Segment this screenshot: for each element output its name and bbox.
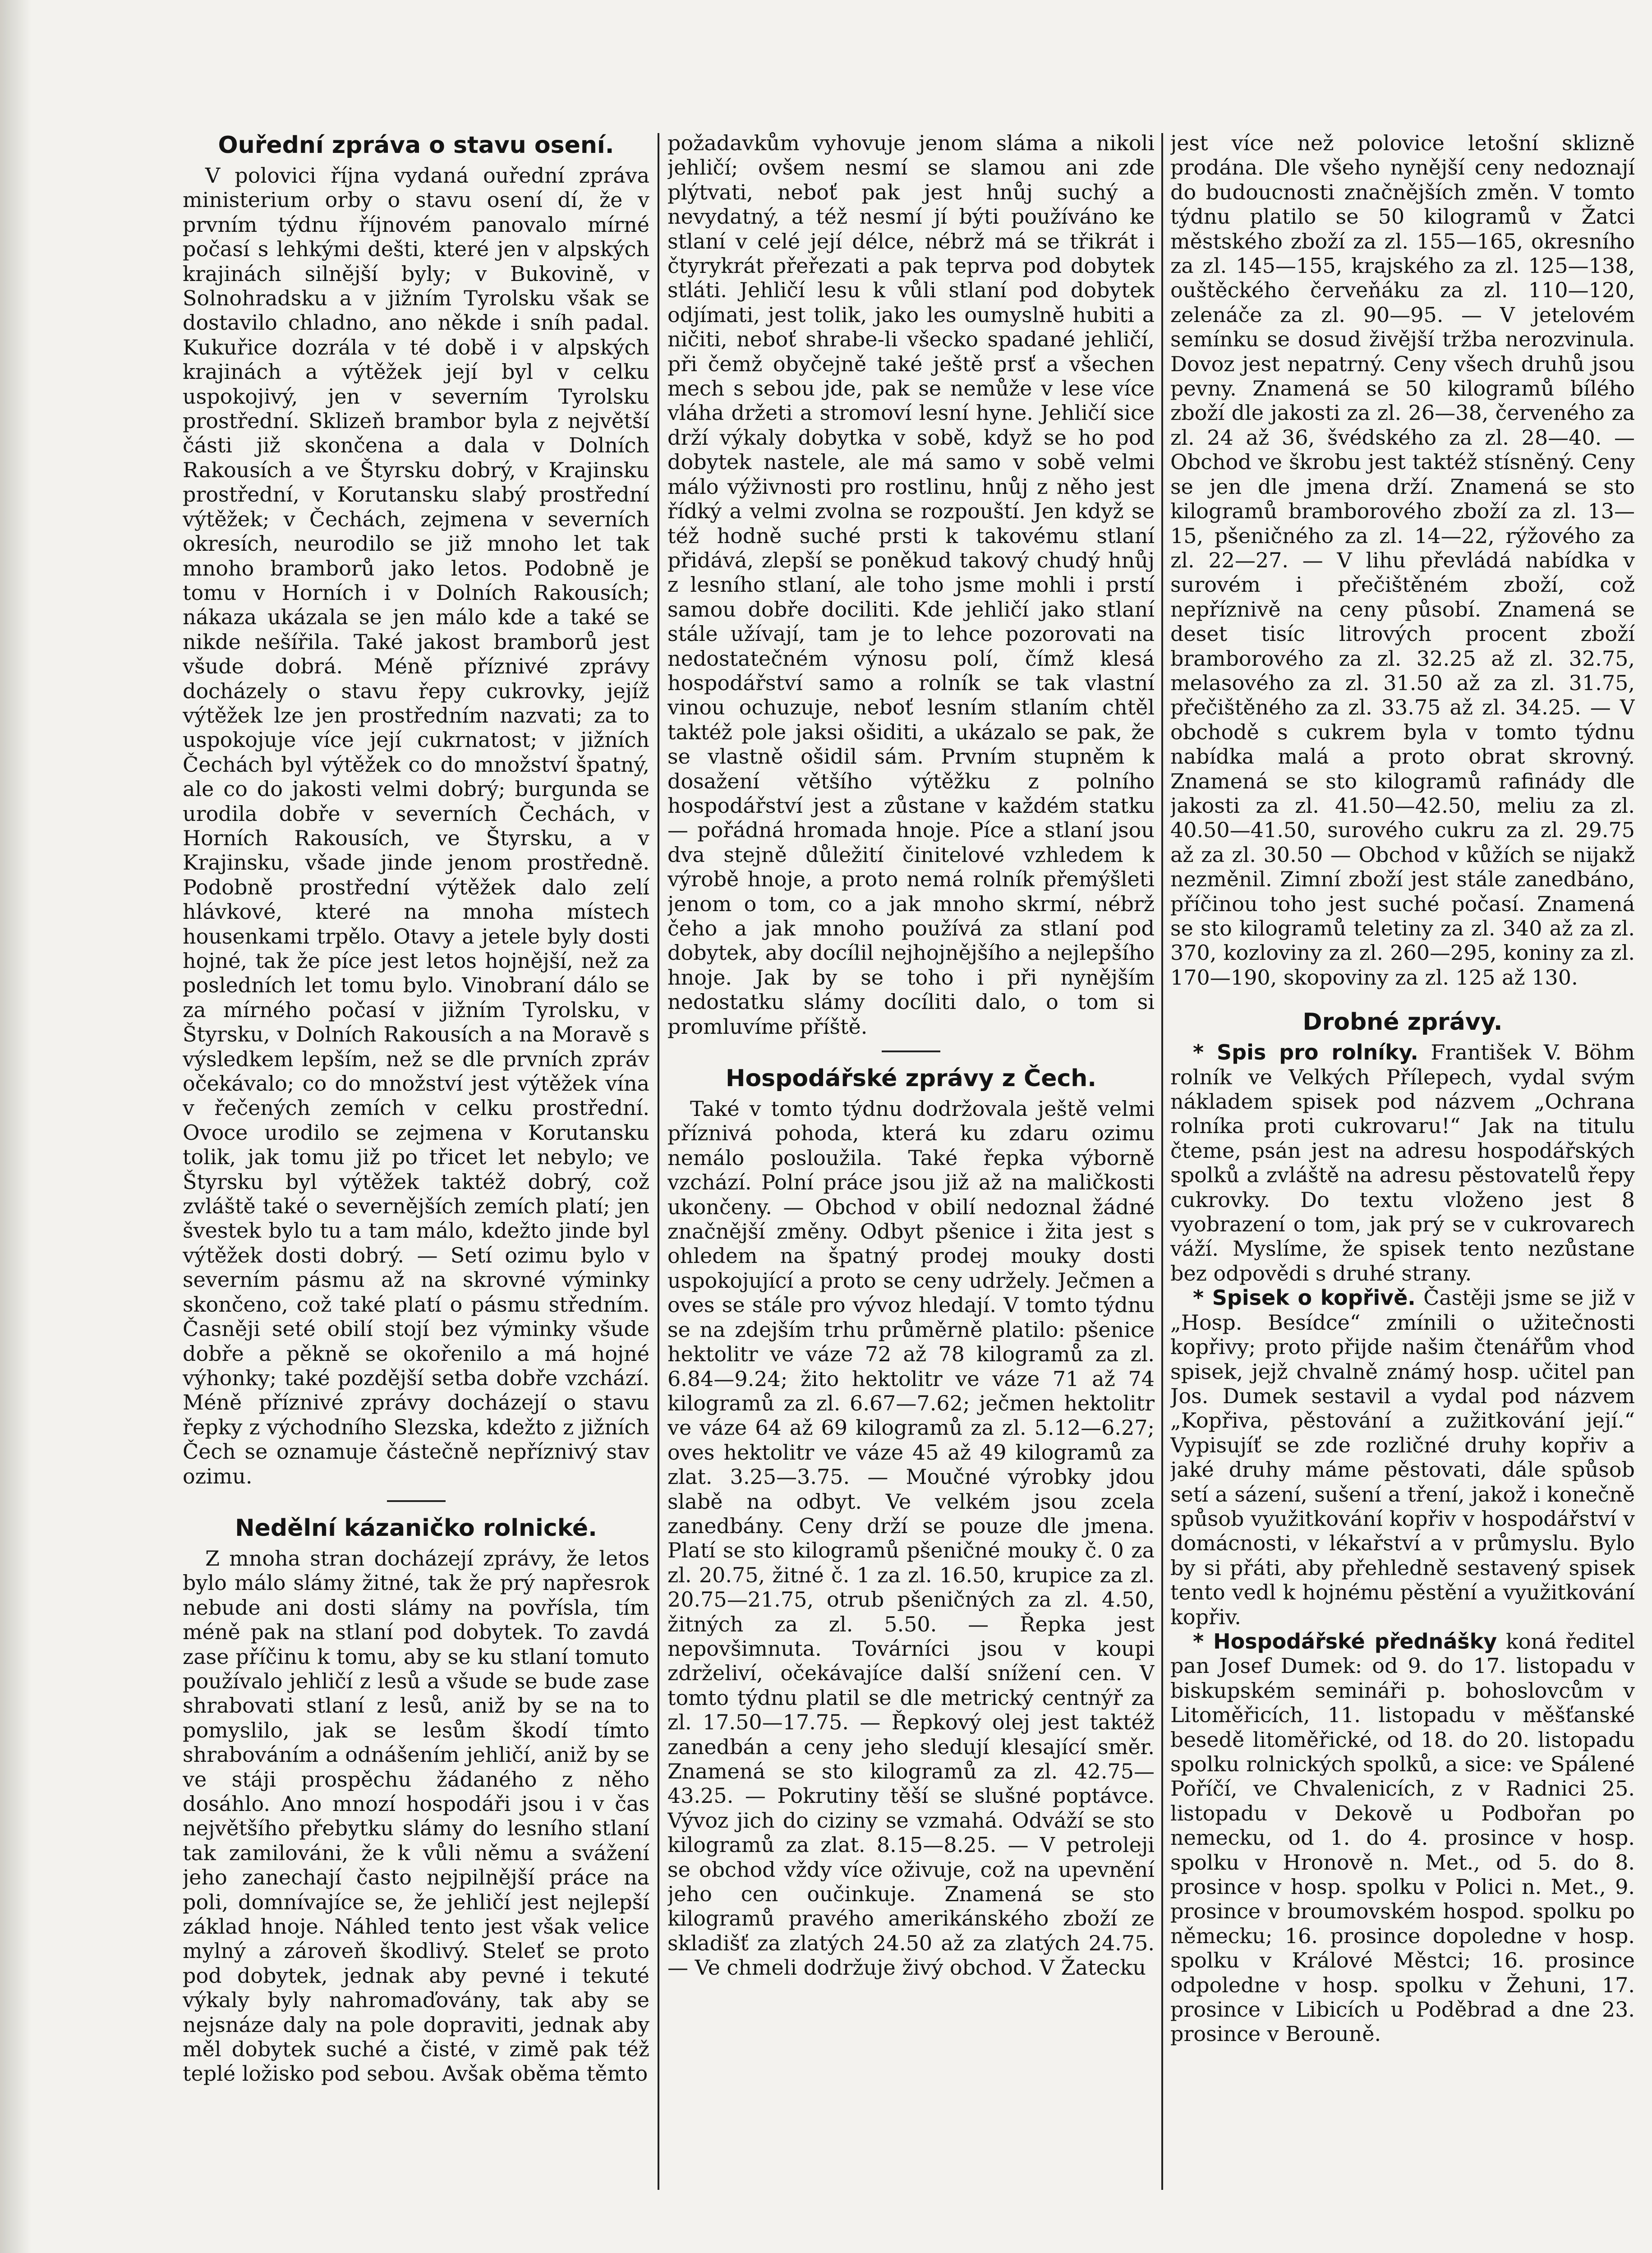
article-economic-news-continued: jest více než polovice letošní sklizně prodána. Dle všeho nynější ceny nedoznají do budoucnosti značnějších změn. V tomto týdnu platilo se 50 kilogramů v Žatci městského zboží za zl. 155—165, okresního za zl. 145—155, krajského za zl. 125—138, ouštěckého červeňáku za zl. 110—120, zelenáče za zl. 90—95. — V jetelovém semínku se dosud živější tržba nerozvinula. Dovoz jest nepatrný. Ceny všech druhů jsou pevny. Znamená se 50 kilogramů bílého zboží dle jakosti za zl. 26—38, červeného za zl. 24 až 36, švédského za zl. 28—40. — Obchod ve škrobu jest taktéž stísněný. Ceny se jen dle jmena drží. Znamená se sto kilogramů bramborového zboží za zl. 13—15, pšeničného za zl. 14—22, rýžového za zl. 22—27. — V lihu převládá nabídka v surovém i přečištěném zboží, což nepříznivě na ceny působí. Znamená se deset tisíc litrových procent zboží bramborového za zl. 32.25 až zl. 32.75, melasového za zl. 31.50 až za zl. 31.75, přečištěného za zl. 33.75 až zl. 34.25. — V obchodě s cukrem byla v tomto týdnu nabídka malá a proto obrat skrovný. Znamená se sto kilogramů rafinády dle jakosti za zl. 41.50—42.50, meliu za zl. 40.50—41.50, surového cukru za zl. 29.75 až za zl. 30.50 — Obchod v kůžích se nijakž nezměnil. Zimní zboží jest stále zanedbáno, příčinou toho jest suché počasí. Znamená se sto kilogramů teletiny za zl. 340 až za zl. 370, kozloviny za zl. 260—295, koniny za zl. 170—190, skopoviny za zl. 125 až 130.: [1170, 131, 1635, 990]
column-3: [1170, 131, 1635, 2197]
article-sunday-sermon-continued: požadavkům vyhovuje jenom sláma a nikoli jehličí; ovšem nesmí se slamou ani zde plýtvati, neboť pak jest hnůj suchý a nevydatný, a též nesmí jí býti používáno ke stlaní v celé její délce, nébrž má se třikrát i čtyrykrát přeřezati a pak teprva pod dobytek stláti. Jehličí lesu k vůli stlaní pod dobytek odjímati, jest tolik, jako les oumyslně hubiti a ničiti, neboť shrabe-li všecko spadané jehličí, při čemž obyčejně také ještě prsť a všechen mech s sebou jde, pak se nemůže v lese více vláha držeti a stromoví lesní hyne. Jehličí sice drží výkaly dobytka v sobě, když se ho pod dobytek nastele, ale má samo v sobě velmi málo výživnosti pro rostlinu, hnůj z něho jest řídký a velmi zvolna se rozpouští. Jen když se též hodně suché prsti k takovému stlaní přidává, zlepší se poněkud takový chudý hnůj z lesního stlaní, ale toho jsme mohli i prstí samou dobře dociliti. Kde jehličí jako stlaní stále užívají, tam je to lehce pozorovati na nedostatečném výnosu polí, čímž klesá hospodářství samo a rolník se tak vlastní vinou ochuzuje, neboť lesním stlaním chtěl taktéž pole jaksi ošiditi, a ukázalo se pak, že se vlastně ošidil sám. Prvním stupněm k dosažení většího výtěžku z polního hospodářství jest a zůstane v každém statku — pořádná hromada hnoje. Píce a stlaní jsou dva stejně důležití činitelové vzhledem k výrobě hnoje, a proto nemá rolník přemýšleti jenom o tom, co a jak mnoho skrmí, nébrž čeho a jak mnoho používá za stlaní pod dobytek, aby docílil nejhojnějšího a nejlepšího hnoje. Jak by se toho i při nynějším nedostatku slámy docíliti dalo, o tom si promluvíme příště.: [667, 131, 1155, 1039]
column-2: [667, 131, 1155, 2197]
news-item-title: * Spisek o kopřivě.: [1193, 1285, 1416, 1310]
article-crop-report-text: V polovici října vydaná ouřední zpráva ministerium orby o stavu osení dí, že v prvním týdnu říjnovém panovalo mírné počasí s lehkými dešti, které jen v alpských krajinách silnější byly; v Bukovině, v Solnohradsku a v jižním Tyrolsku však se dostavilo chladno, ano někde i sníh padal. Kukuřice dozrála v té době i v alpských krajinách a výtěžek její byl v celku uspokojivý, jen v severním Tyrolsku prostřední. Sklizeň brambor byla z největší části již skončena a dala v Dolních Rakousích a ve Štyrsku dobrý, v Krajinsku prostřední, v Korutansku slabý prostřední výtěžek; v Čechách, zejmena v severních okresích, neurodilo se již mnoho let tak mnoho bramborů jako letos. Podobně je tomu v Horních i v Dolních Rakousích; nákaza ukázala se jen málo kde a také se nikde nešířila. Také jakost bramborů jest všude dobrá. Méně příznivé zprávy docházely o stavu řepy cukrovky, jejíž výtěžek lze jen prostředním nazvati; za to uspokojuje více její cukrnatost; v jižních Čechách byl výtěžek co do množství špatný, ale co do jakosti velmi dobrý; burgunda se urodila dobře v severních Čechách, v Horních Rakousích, ve Štyrsku, a v Krajinsku, všade jinde jenom prostředně. Podobně prostřední výtěžek dalo zelí hlávkové, které na mnoha místech housenkami trpělo. Otavy a jetele byly dosti hojné, tak že píce jest letos hojnější, než za posledních let tomu bylo. Vinobraní dálo se za mírného počasí v jižním Tyrolsku, v Štyrsku, v Dolních Rakousích a na Moravě s výsledkem lepším, než se dle prvních zpráv očekávalo; co do množství jest výtěžek vína v řečených zemích v celku prostřední. Ovoce urodilo se zejmena v Korutansku tolik, jak tomu již po třicet let nebylo; ve Štyrsku byl výtěžek taktéž dobrý, což zvláště také o severnějších zemích platí; jen švestek bylo tu a tam málo, kdežto jinde byl výtěžek dosti dobrý. — Setí ozimu bylo v severním pásmu až na skrovné výminky skončeno, což také platí o pásmu středním. Časněji seté obilí stojí bez výminky všude dobře a pěkně se okořenilo a má hojné výhonky; také pozdější setba dobře vzchází. Méně příznivé zprávy docházejí o stavu řepky z východního Slezska, kdežto z jižních Čech se oznamuje částečně nepříznivý stav ozimu.: [183, 163, 649, 1488]
column-rule-2: [1161, 133, 1163, 2190]
column-1: [183, 131, 649, 2197]
article-sunday-sermon-text: Z mnoha stran docházejí zprávy, že letos bylo málo slámy žitné, tak že prý napřesrok nebude ani dosti slámy na povříslа, tím méně pak na stlaní pod dobytek. To zavdá zase příčinu k tomu, aby se ku stlaní tomuto používalo jehličí z lesů a všude se bude zase shrabovati stlaní z lesů, aniž by se na to pomyslilo, jak se lesům škodí tímto shrabováním a odnášením jehličí, aniž by se ve stáji prospěchu žádaného z něho dosáhlo. Ano mnozí hospodáři jsou i v čas největšího přebytku slámy do lesního stlaní tak zamilováni, že k vůli němu a svážení jeho zanechají často nejpilnější práce na poli, domnívajíce se, že jehličí jest nejlepší základ hnoje. Náhled tento jest však velice mylný a zároveň škodlivý. Steleť se proto pod dobytek, jednak aby pevné i tekuté výkaly byly nahromaďovány, tak aby se nejsnáze daly na pole dopraviti, jednak aby měl dobytek suché a čisté, v zimě pak též teplé ložisko pod sebou. Avšak oběma těmto: [183, 1546, 649, 2086]
section-divider: [882, 1050, 940, 1052]
headline-short-news: Drobné zprávy.: [1302, 1009, 1503, 1036]
news-item-text: koná ředitel pan Josef Dumek: od 9. do 17. listopadu v biskupském semináři p. bohoslovcům v Litoměřicích, 11. listopadu v měšťanské besedě litoměřické, od 18. do 20. listopadu spolku rolnických spolků, a sice: ve Spálené Poříčí, ve Chvalenicích, z v Radnici 25. listopadu v Dekově u Podbořan po nemecku, od 1. do 4. prosince v hosp. spolku v Hronově n. Met., od 5. do 8. prosince v hosp. spolku v Polici n. Met., 9. prosince v broumovském hospod. spolku po německu; 16. prosince dopoledne v hosp. spolku v Králové Městci; 16. prosince odpoledne v hosp. spolku v Žehuni, 17. prosince v Libicích u Poděbrad a dne 23. prosince v Berouně.: [1170, 1629, 1635, 2046]
news-item-farmers-pamphlet: [1170, 1040, 1635, 1285]
news-item-nettle-booklet: [1170, 1285, 1635, 1629]
binding-shadow: [0, 0, 32, 2253]
news-item-text: František V. Böhm rolník ve Velkých Přílepech, vydal svým nákladem spisek pod názvem „Ochrana rolníka proti cukrovaru!“ Jak na titulu čteme, psán jest na adresu hospodářských spolků a zvláště na adresu pěstovatelů řepy cukrovky. Do textu vloženo jest 8 vyobrazení o tom, jak prý se v cukrovarech váží. Myslíme, že spisek tento nezůstane bez odpovědi s druhé strany.: [1170, 1040, 1635, 1285]
news-item-lectures: [1170, 1629, 1635, 2046]
news-item-title: * Hospodářské přednášky: [1193, 1629, 1497, 1654]
news-item-text: Častěji jsme se již v „Hosp. Besídce“ zmínili o užitečnosti kopřivy; proto přijde našim čtenářům vhod spisek, jejž chvalně známý hosp. učitel pan Jos. Dumek sestavil a vydal pod názvem „Kopřiva, pěstování a zužitkování její.“ Vypisujíť se zde rozličné druhy kopřiv a jaké druhy máme pěstovati, dále spůsob setí a sázení, sušení a tření, jakož i konečně spůsob využitkování kopřiv v hospodářství v domácnosti, v lékařství a v průmyslu. Bylo by si přáti, aby přehledně sestavený spisek tento vedl k hojnému pěstění a využitkování kopřiv.: [1170, 1285, 1635, 1629]
headline-crop-report: Ouřední zpráva o stavu osení.: [218, 132, 614, 159]
news-item-title: * Spis pro rolníky.: [1193, 1040, 1418, 1065]
headline-economic-news-bohemia: Hospodářské zprávy z Čech.: [725, 1065, 1097, 1092]
headline-sunday-sermon: Nedělní kázaničko rolnické.: [235, 1514, 597, 1542]
article-economic-news-text: Také v tomto týdnu dodržovala ještě velmi příznivá pohoda, která ku zdaru ozimu nemálo posloužila. Také řepka výborně vzchází. Polní práce jsou již až na maličkosti ukončeny. — Obchod v obilí nedoznal žádné značnější změny. Odbyt pšenice i žita jest s ohledem na špatný prodej mouky dosti uspokojující a proto se ceny udržely. Ječmen a oves se stále pro vývoz hledají. V tomto týdnu se na zdejším trhu průměrně platilo: pšenice hektolitr ve váze 72 až 78 kilogramů za zl. 6.84—9.24; žito hektolitr ve váze 71 až 74 kilogramů za zl. 6.67—7.62; ječmen hektolitr ve váze 64 až 69 kilogramů za zl. 5.12—6.27; oves hektolitr ve váze 45 až 49 kilogramů za zlat. 3.25—3.75. — Moučné výrobky jdou slabě na odbyt. Ve velkém jsou zcela zanedbány. Ceny drží se pouze dle jmena. Platí se sto kilogramů pšeničné mouky č. 0 za zl. 20.75, žitné č. 1 za zl. 16.50, krupice za zl. 20.75—21.75, otrub pšeničných za zl. 4.50, žitných za zl. 5.50. — Řepka jest nepovšimnuta. Továrníci jsou v koupi zdrželiví, očekávajíce další snížení cen. V tomto týdnu platil se dle metrický centnýř za zl. 17.50—17.75. — Řepkový olej jest taktéž zanedbán a ceny jeho sledují klesající směr. Znamená se sto kilogramů za zl. 42.75—43.25. — Pokrutiny těší se slušné poptávce. Vývoz jich do ciziny se vzmahá. Odváží se sto kilogramů za zlat. 8.15—8.25. — V petroleji se obchod vždy více oživuje, což na upevnění jeho cen oučinkuje. Znamená se sto kilogramů pravého amerikánského zboží ze skladišť za zlatých 24.50 až za zlatých 24.75. — Ve chmeli dodržuje živý obchod. V Žatecku: [667, 1097, 1155, 1980]
section-divider: [387, 1500, 446, 1502]
column-rule-1: [658, 133, 659, 2190]
